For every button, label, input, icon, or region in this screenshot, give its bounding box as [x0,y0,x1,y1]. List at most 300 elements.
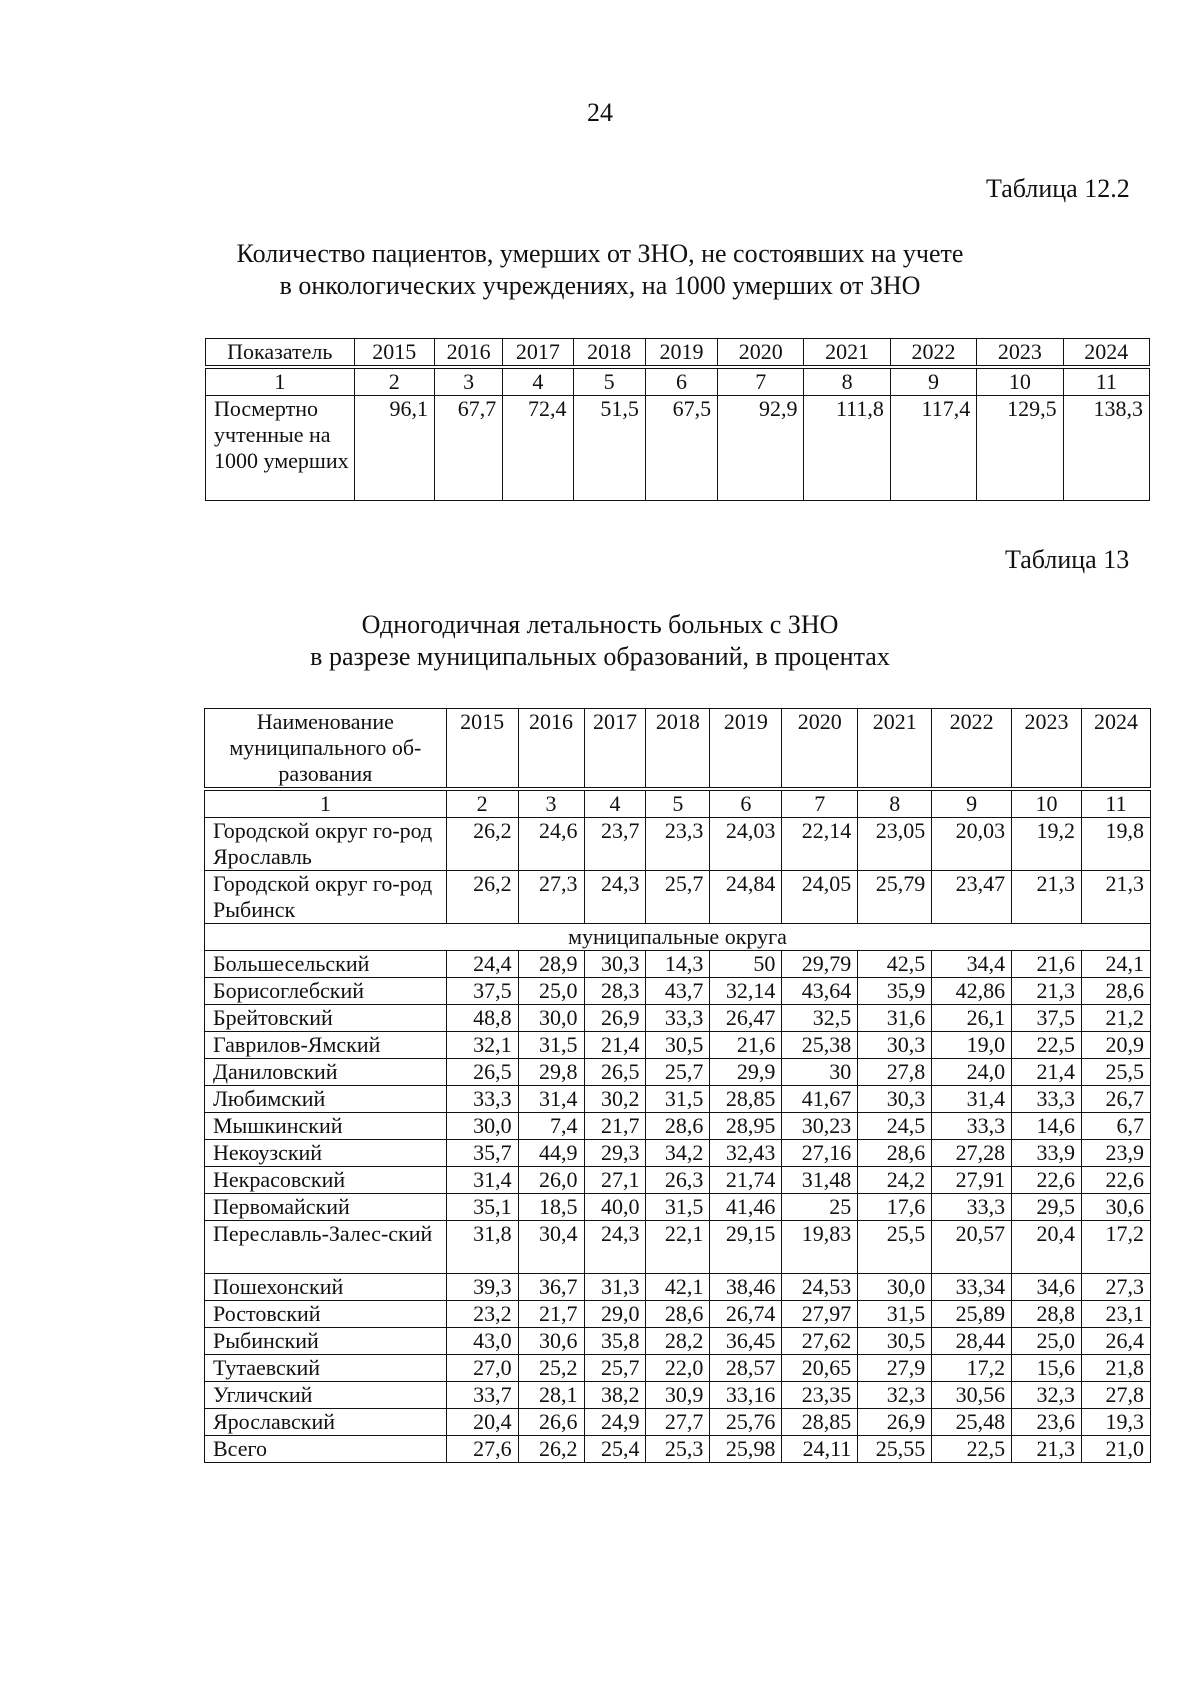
table-cell: 26,6 [518,1409,584,1436]
table-cell: 19,2 [1012,818,1082,871]
table-cell: 25,98 [710,1436,782,1463]
table-cell: 31,5 [518,1032,584,1059]
column-number: 2 [446,789,518,818]
table-cell: 36,45 [710,1328,782,1355]
table-cell: 27,28 [932,1140,1012,1167]
table-cell: 35,8 [584,1328,646,1355]
table-cell: 24,0 [932,1059,1012,1086]
table-cell: 27,0 [446,1355,518,1382]
row-name: Пошехонский [205,1274,447,1301]
table-cell: 25,0 [1012,1328,1082,1355]
table-row [205,1382,1151,1409]
table-cell: 24,4 [446,951,518,978]
row-name: Угличский [205,1382,447,1409]
table-cell: 24,1 [1082,951,1151,978]
table-cell: 7,4 [518,1113,584,1140]
table-cell: 30,6 [1082,1194,1151,1221]
row-name: Мышкинский [205,1113,447,1140]
table-cell: 31,5 [646,1194,710,1221]
table-cell: 29,15 [710,1221,782,1274]
table-cell: 31,5 [646,1086,710,1113]
table-cell: 25,7 [646,1059,710,1086]
table-cell: 33,3 [446,1086,518,1113]
table-cell: 33,7 [446,1382,518,1409]
table-cell: 31,48 [782,1167,858,1194]
header-year: 2022 [890,339,976,368]
table-cell: 20,57 [932,1221,1012,1274]
table-cell: 21,7 [584,1113,646,1140]
column-number: 4 [584,789,646,818]
table-cell: 26,9 [584,1005,646,1032]
table-cell: 25 [782,1194,858,1221]
row-name: Ростовский [205,1301,447,1328]
table-cell: 27,3 [518,871,584,924]
table-cell: 24,05 [782,871,858,924]
column-number: 11 [1082,789,1151,818]
column-number: 6 [645,367,717,396]
table-cell: 23,1 [1082,1301,1151,1328]
table-13-caption-line2: в разрезе муниципальных образований, в процентах [310,642,890,671]
table-cell: 24,84 [710,871,782,924]
table-cell: 17,2 [932,1355,1012,1382]
column-number: 2 [354,367,434,396]
table-row [205,1274,1151,1301]
table-cell: 22,6 [1082,1167,1151,1194]
table-cell: 20,03 [932,818,1012,871]
table-cell: 31,6 [858,1005,932,1032]
table-cell: 19,0 [932,1032,1012,1059]
table-cell: 23,9 [1082,1140,1151,1167]
row-name: Городской округ го-род Рыбинск [205,871,447,924]
table-cell: 29,9 [710,1059,782,1086]
page-number: 24 [587,98,613,127]
table-cell: 31,8 [446,1221,518,1274]
table-cell: 14,6 [1012,1113,1082,1140]
table-cell: 17,6 [858,1194,932,1221]
header-year: 2018 [646,709,710,790]
table-cell: 30,56 [932,1382,1012,1409]
table-cell: 67,5 [645,396,717,501]
table-cell: 92,9 [718,396,804,501]
table-cell: 33,3 [646,1005,710,1032]
row-name: Переславль-Залес-ский [205,1221,447,1274]
column-number: 7 [718,367,804,396]
table-12-2 [205,338,1150,501]
table-cell: 44,9 [518,1140,584,1167]
table-cell: 14,3 [646,951,710,978]
table-cell: 24,6 [518,818,584,871]
table-cell: 27,6 [446,1436,518,1463]
header-year: 2019 [710,709,782,790]
table-row [205,1059,1151,1086]
table-cell: 26,2 [446,818,518,871]
table-cell: 26,9 [858,1409,932,1436]
row-name: Посмертно учтенные на 1000 умерших [206,396,355,501]
table-13-label: Таблица 13 [1005,545,1130,574]
table-cell: 21,0 [1082,1436,1151,1463]
header-year: 2017 [584,709,646,790]
table-cell: 117,4 [890,396,976,501]
table-cell: 26,74 [710,1301,782,1328]
table-cell: 29,79 [782,951,858,978]
table-cell: 26,1 [932,1005,1012,1032]
table-cell: 28,3 [584,978,646,1005]
table-cell: 31,4 [518,1086,584,1113]
table-13-column-numbers [205,789,1151,818]
table-12-2-header-row [206,339,1150,368]
table-row [206,396,1150,501]
header-year: 2020 [782,709,858,790]
column-number: 9 [932,789,1012,818]
table-cell: 20,9 [1082,1032,1151,1059]
table-cell: 129,5 [977,396,1063,501]
header-year: 2022 [932,709,1012,790]
table-cell: 25,3 [646,1436,710,1463]
section-label: муниципальные округа [205,924,1151,951]
row-name: Всего [205,1436,447,1463]
table-cell: 28,44 [932,1328,1012,1355]
table-cell: 27,97 [782,1301,858,1328]
row-name: Некоузский [205,1140,447,1167]
header-year: 2023 [1012,709,1082,790]
table-cell: 27,9 [858,1355,932,1382]
table-row [205,1140,1151,1167]
table-cell: 25,55 [858,1436,932,1463]
table-cell: 25,0 [518,978,584,1005]
table-cell: 27,62 [782,1328,858,1355]
table-cell: 30,23 [782,1113,858,1140]
table-cell: 25,2 [518,1355,584,1382]
table-cell: 23,7 [584,818,646,871]
table-cell: 32,14 [710,978,782,1005]
table-cell: 28,57 [710,1355,782,1382]
table-cell: 41,67 [782,1086,858,1113]
table-cell: 30,3 [858,1032,932,1059]
table-cell: 29,8 [518,1059,584,1086]
table-cell: 28,6 [646,1113,710,1140]
table-cell: 26,2 [446,871,518,924]
table-cell: 29,5 [1012,1194,1082,1221]
table-cell: 26,4 [1082,1328,1151,1355]
column-number: 9 [890,367,976,396]
row-name: Тутаевский [205,1355,447,1382]
table-13 [204,708,1151,1463]
table-cell: 36,7 [518,1274,584,1301]
table-cell: 30,9 [646,1382,710,1409]
table-cell: 24,53 [782,1274,858,1301]
header-year: 2024 [1063,339,1149,368]
table-cell: 27,7 [646,1409,710,1436]
table-cell: 25,76 [710,1409,782,1436]
table-cell: 138,3 [1063,396,1149,501]
table-cell: 27,16 [782,1140,858,1167]
table-cell: 28,85 [782,1409,858,1436]
row-name: Брейтовский [205,1005,447,1032]
table-cell: 18,5 [518,1194,584,1221]
table-cell: 33,34 [932,1274,1012,1301]
column-number: 11 [1063,367,1149,396]
table-cell: 21,3 [1082,871,1151,924]
table-cell: 30,6 [518,1328,584,1355]
header-year: 2018 [573,339,645,368]
table-cell: 23,2 [446,1301,518,1328]
table-cell: 24,11 [782,1436,858,1463]
table-cell: 25,4 [584,1436,646,1463]
table-cell: 30,0 [858,1274,932,1301]
table-cell: 23,05 [858,818,932,871]
table-cell: 19,3 [1082,1409,1151,1436]
table-12-2-caption-line2: в онкологических учреждениях, на 1000 умерших от ЗНО [279,271,921,300]
table-cell: 34,4 [932,951,1012,978]
table-cell: 28,2 [646,1328,710,1355]
table-cell: 31,4 [446,1167,518,1194]
table-cell: 22,1 [646,1221,710,1274]
table-cell: 22,6 [1012,1167,1082,1194]
table-cell: 23,6 [1012,1409,1082,1436]
table-cell: 29,3 [584,1140,646,1167]
table-cell: 21,74 [710,1167,782,1194]
table-cell: 35,9 [858,978,932,1005]
table-cell: 42,5 [858,951,932,978]
table-row [205,1409,1151,1436]
table-cell: 25,5 [1082,1059,1151,1086]
table-12-2-label: Таблица 12.2 [986,174,1130,203]
table-cell: 24,2 [858,1167,932,1194]
table-cell: 38,2 [584,1382,646,1409]
table-cell: 21,4 [1012,1059,1082,1086]
table-cell: 34,6 [1012,1274,1082,1301]
column-number: 1 [205,789,447,818]
header-indicator: Показатель [206,339,355,368]
table-row [205,871,1151,924]
table-cell: 22,5 [932,1436,1012,1463]
table-cell: 6,7 [1082,1113,1151,1140]
table-cell: 23,3 [646,818,710,871]
table-cell: 20,65 [782,1355,858,1382]
header-year: 2019 [645,339,717,368]
row-name: Даниловский [205,1059,447,1086]
table-12-2-caption-line1: Количество пациентов, умерших от ЗНО, не состоявших на учете [236,239,964,268]
table-row [205,1221,1151,1274]
table-cell: 43,64 [782,978,858,1005]
table-cell: 30,3 [858,1086,932,1113]
column-number: 10 [1012,789,1082,818]
table-row [205,1355,1151,1382]
table-cell: 25,5 [858,1221,932,1274]
table-cell: 23,47 [932,871,1012,924]
table-cell: 30,5 [646,1032,710,1059]
table-cell: 27,8 [858,1059,932,1086]
row-name: Некрасовский [205,1167,447,1194]
table-cell: 43,0 [446,1328,518,1355]
table-cell: 25,89 [932,1301,1012,1328]
table-cell: 24,9 [584,1409,646,1436]
table-cell: 33,9 [1012,1140,1082,1167]
table-cell: 23,35 [782,1382,858,1409]
header-year: 2024 [1082,709,1151,790]
column-number: 5 [573,367,645,396]
table-cell: 19,8 [1082,818,1151,871]
table-cell: 72,4 [503,396,573,501]
table-cell: 29,0 [584,1301,646,1328]
table-cell: 35,1 [446,1194,518,1221]
table-cell: 19,83 [782,1221,858,1274]
table-row [205,1194,1151,1221]
table-cell: 21,6 [1012,951,1082,978]
table-cell: 25,79 [858,871,932,924]
table-cell: 17,2 [1082,1221,1151,1274]
table-row [205,1005,1151,1032]
table-cell: 43,7 [646,978,710,1005]
table-cell: 28,8 [1012,1301,1082,1328]
table-cell: 31,4 [932,1086,1012,1113]
table-cell: 28,1 [518,1382,584,1409]
table-cell: 33,3 [1012,1086,1082,1113]
table-cell: 28,85 [710,1086,782,1113]
table-cell: 30,5 [858,1328,932,1355]
table-cell: 42,86 [932,978,1012,1005]
table-cell: 26,7 [1082,1086,1151,1113]
table-cell: 51,5 [573,396,645,501]
row-name: Ярославский [205,1409,447,1436]
header-year: 2015 [354,339,434,368]
table-cell: 24,3 [584,1221,646,1274]
row-name: Первомайский [205,1194,447,1221]
table-row [205,1301,1151,1328]
table-cell: 24,5 [858,1113,932,1140]
table-cell: 33,3 [932,1194,1012,1221]
table-cell: 42,1 [646,1274,710,1301]
row-name: Городской округ го-род Ярославль [205,818,447,871]
table-row [205,1113,1151,1140]
table-row [205,1328,1151,1355]
table-cell: 111,8 [804,396,890,501]
table-cell: 22,0 [646,1355,710,1382]
table-cell: 30,0 [446,1113,518,1140]
table-cell: 35,7 [446,1140,518,1167]
table-cell: 38,46 [710,1274,782,1301]
table-row [205,1032,1151,1059]
table-cell: 26,2 [518,1436,584,1463]
table-cell: 48,8 [446,1005,518,1032]
table-cell: 26,3 [646,1167,710,1194]
table-cell: 33,3 [932,1113,1012,1140]
table-cell: 25,7 [646,871,710,924]
column-number: 7 [782,789,858,818]
section-row [205,924,1151,951]
table-cell: 24,3 [584,871,646,924]
row-name: Борисоглебский [205,978,447,1005]
table-cell: 34,2 [646,1140,710,1167]
table-cell: 26,5 [584,1059,646,1086]
table-cell: 25,38 [782,1032,858,1059]
table-cell: 33,16 [710,1382,782,1409]
table-row [205,818,1151,871]
table-cell: 21,4 [584,1032,646,1059]
table-cell: 96,1 [354,396,434,501]
header-year: 2015 [446,709,518,790]
table-cell: 32,3 [1012,1382,1082,1409]
table-cell: 26,5 [446,1059,518,1086]
table-cell: 21,3 [1012,1436,1082,1463]
header-year: 2021 [804,339,890,368]
table-cell: 28,6 [858,1140,932,1167]
header-year: 2021 [858,709,932,790]
header-year: 2016 [518,709,584,790]
table-cell: 30,2 [584,1086,646,1113]
table-row [205,1167,1151,1194]
table-cell: 32,43 [710,1140,782,1167]
table-cell: 22,14 [782,818,858,871]
table-cell: 27,3 [1082,1274,1151,1301]
table-cell: 21,3 [1012,978,1082,1005]
table-cell: 30,4 [518,1221,584,1274]
table-cell: 31,5 [858,1301,932,1328]
table-cell: 26,47 [710,1005,782,1032]
table-cell: 20,4 [1012,1221,1082,1274]
table-cell: 26,0 [518,1167,584,1194]
table-cell: 32,1 [446,1032,518,1059]
column-number: 6 [710,789,782,818]
column-number: 3 [518,789,584,818]
column-number: 4 [503,367,573,396]
table-cell: 41,46 [710,1194,782,1221]
table-cell: 39,3 [446,1274,518,1301]
table-13-caption-line1: Одногодичная летальность больных с ЗНО [361,610,839,639]
table-cell: 20,4 [446,1409,518,1436]
table-cell: 21,8 [1082,1355,1151,1382]
column-number: 3 [434,367,502,396]
table-cell: 21,2 [1082,1005,1151,1032]
header-indicator: Наименование муниципального об-разования [205,709,447,790]
table-cell: 22,5 [1012,1032,1082,1059]
table-cell: 37,5 [1012,1005,1082,1032]
table-cell: 67,7 [434,396,502,501]
table-cell: 28,95 [710,1113,782,1140]
table-12-2-column-numbers [206,367,1150,396]
column-number: 1 [206,367,355,396]
table-cell: 25,48 [932,1409,1012,1436]
table-row [205,951,1151,978]
column-number: 8 [804,367,890,396]
table-cell: 15,6 [1012,1355,1082,1382]
table-cell: 28,9 [518,951,584,978]
table-cell: 25,7 [584,1355,646,1382]
table-cell: 21,6 [710,1032,782,1059]
table-cell: 24,03 [710,818,782,871]
column-number: 5 [646,789,710,818]
row-name: Большесельский [205,951,447,978]
table-cell: 27,8 [1082,1382,1151,1409]
table-cell: 28,6 [1082,978,1151,1005]
table-cell: 21,7 [518,1301,584,1328]
table-cell: 40,0 [584,1194,646,1221]
column-number: 10 [977,367,1063,396]
table-13-header-row [205,709,1151,790]
header-year: 2023 [977,339,1063,368]
table-cell: 32,5 [782,1005,858,1032]
table-row [205,978,1151,1005]
header-year: 2016 [434,339,502,368]
table-cell: 31,3 [584,1274,646,1301]
column-number: 8 [858,789,932,818]
table-cell: 32,3 [858,1382,932,1409]
row-name: Рыбинский [205,1328,447,1355]
row-name: Гаврилов-Ямский [205,1032,447,1059]
header-year: 2020 [718,339,804,368]
row-name: Любимский [205,1086,447,1113]
table-row [205,1086,1151,1113]
